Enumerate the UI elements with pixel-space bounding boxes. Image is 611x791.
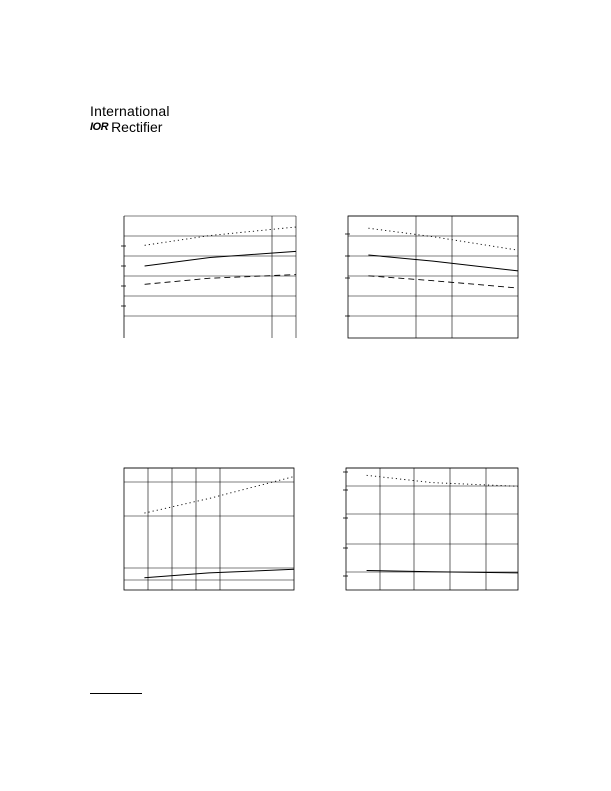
plot-frame <box>124 468 294 590</box>
brand-line1: International <box>90 103 170 119</box>
chart-fig-b <box>345 216 518 338</box>
series-line-dotted <box>367 475 518 486</box>
chart-fig-d <box>343 468 518 590</box>
footnote-rule <box>90 693 142 694</box>
plot-frame <box>348 216 518 338</box>
series-line-solid <box>368 255 518 271</box>
series-line-dashed <box>368 276 518 288</box>
series-line-dotted <box>368 228 518 250</box>
series-line-solid <box>144 569 294 578</box>
chart-fig-c <box>124 468 294 590</box>
chart-fig-a <box>121 216 296 338</box>
brand-line2: Rectifier <box>111 119 163 135</box>
series-line-solid <box>145 251 296 266</box>
ior-logo-icon: IOR <box>90 120 109 133</box>
